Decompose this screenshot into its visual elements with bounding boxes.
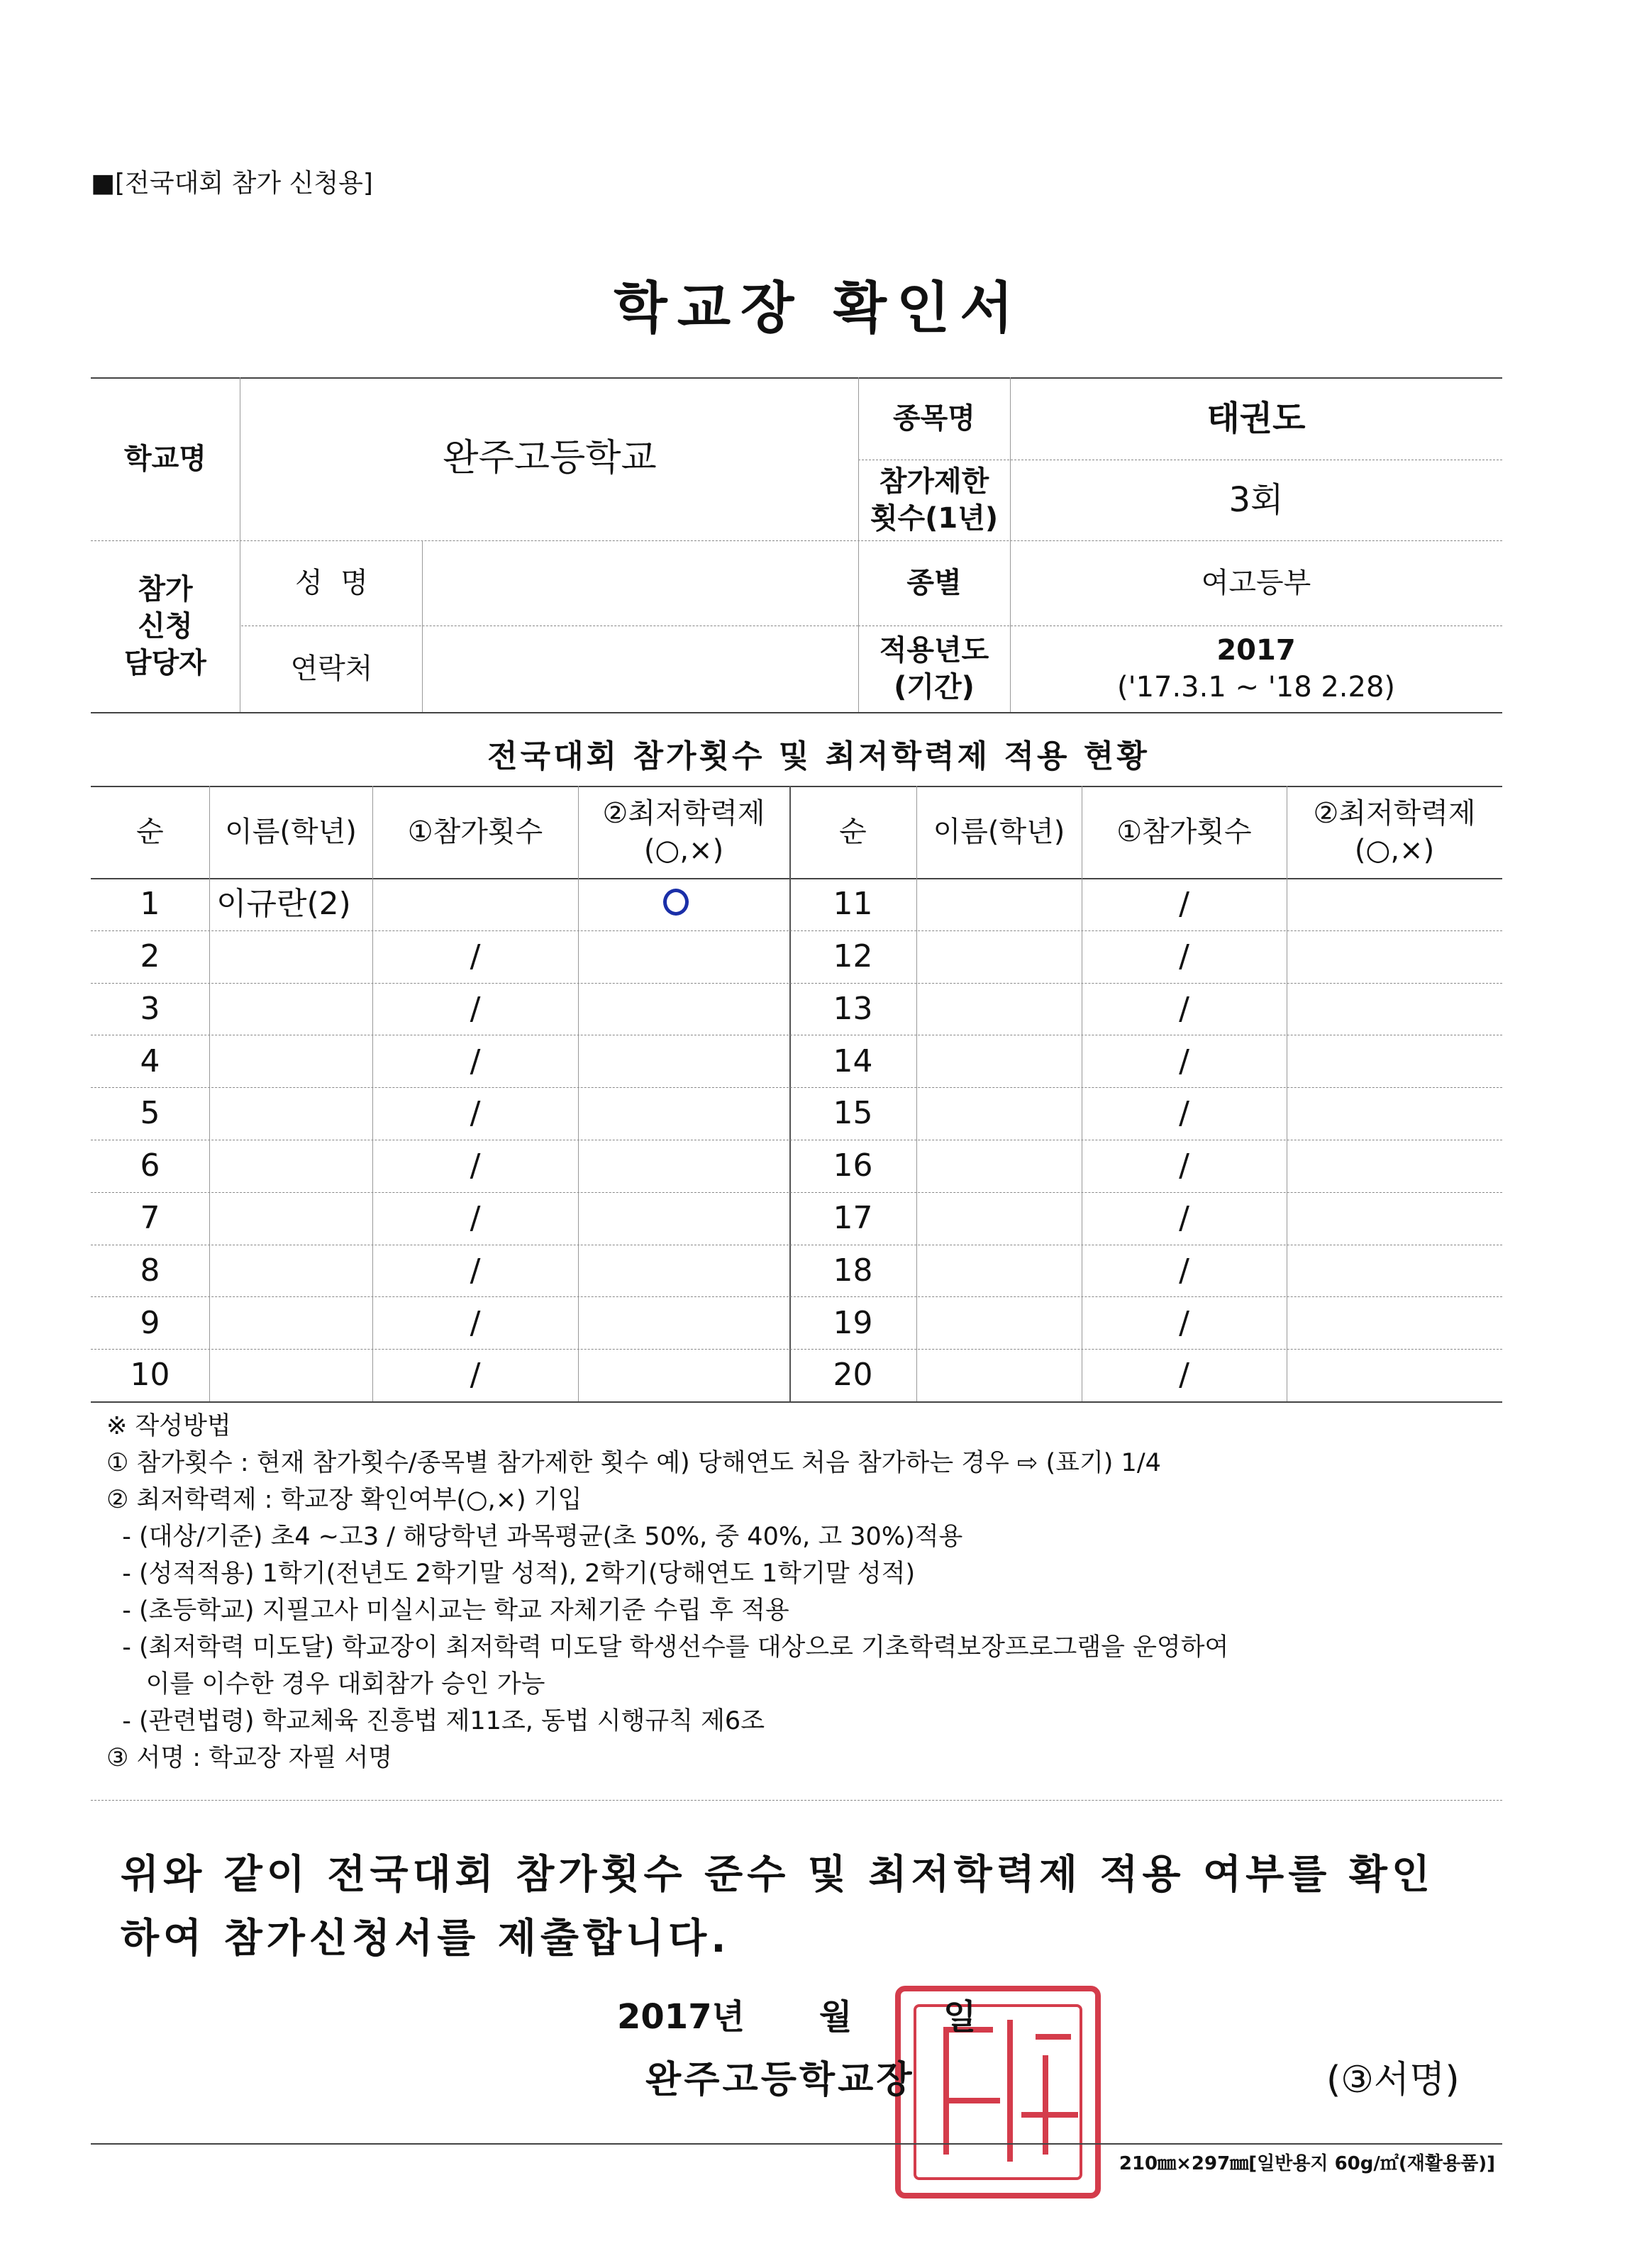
left-row-min[interactable] bbox=[578, 1035, 789, 1087]
right-row-name[interactable] bbox=[916, 1140, 1082, 1192]
instructions bbox=[106, 1408, 1228, 1777]
left-row-count[interactable]: / bbox=[470, 1043, 481, 1079]
contact-label: 연락처 bbox=[290, 652, 373, 685]
right-row-no: 20 bbox=[833, 1357, 873, 1394]
year-value: 2017 bbox=[1216, 634, 1296, 667]
left-row-count[interactable]: / bbox=[470, 938, 481, 975]
left-row-min[interactable] bbox=[578, 1140, 789, 1192]
right-row-min[interactable] bbox=[1287, 1035, 1502, 1087]
header-min-right-line2: (○,×) bbox=[1354, 834, 1435, 867]
note-line: 이를 이수한 경우 대회참가 승인 가능 bbox=[106, 1670, 545, 1699]
limit-label-line2: 횟수(1년) bbox=[870, 502, 999, 535]
left-row-count[interactable]: / bbox=[470, 1095, 481, 1132]
name-value[interactable] bbox=[422, 540, 858, 626]
right-row-name[interactable] bbox=[916, 1035, 1082, 1087]
left-row-name[interactable] bbox=[209, 1349, 372, 1401]
right-row-min[interactable] bbox=[1287, 1087, 1502, 1140]
name-label: 성 명 bbox=[295, 567, 368, 599]
school-seal bbox=[895, 1986, 1101, 2198]
date-year: 2017년 bbox=[617, 1997, 745, 2037]
right-row-name[interactable] bbox=[916, 1192, 1082, 1245]
left-row-min[interactable] bbox=[578, 930, 789, 983]
left-row-no: 6 bbox=[140, 1147, 160, 1184]
left-row-no: 2 bbox=[140, 938, 160, 975]
right-row-count[interactable]: / bbox=[1179, 886, 1189, 923]
note-line: - (대상/기준) 초4 ~고3 / 해당학년 과목평균(초 50%, 중 40%, 고 30%)적용 bbox=[106, 1523, 963, 1551]
applicant-label bbox=[91, 540, 240, 712]
right-row-min[interactable] bbox=[1287, 983, 1502, 1035]
header-no-left: 순 bbox=[136, 816, 164, 848]
note-line: - (최저학력 미도달) 학교장이 최저학력 미도달 학생선수를 대상으로 기초학력보장프로그램을 운영하여 bbox=[106, 1633, 1229, 1662]
left-row-no: 3 bbox=[140, 990, 160, 1027]
right-row-name[interactable] bbox=[916, 930, 1082, 983]
page-title: 학교장 확인서 bbox=[614, 277, 1023, 340]
left-row-count[interactable] bbox=[372, 878, 578, 930]
left-row-name[interactable] bbox=[209, 1245, 372, 1297]
left-row-no: 5 bbox=[140, 1095, 160, 1132]
division-label: 종별 bbox=[906, 567, 962, 599]
year-label bbox=[858, 626, 1010, 712]
left-row-no: 4 bbox=[140, 1043, 160, 1079]
school-value: 완주고등학교 bbox=[443, 437, 657, 480]
header-name-left: 이름(학년) bbox=[225, 816, 357, 848]
left-row-name[interactable] bbox=[209, 983, 372, 1035]
right-row-count[interactable]: / bbox=[1179, 1200, 1189, 1237]
category-label: ■[전국대회 참가 신청용] bbox=[91, 169, 373, 198]
year-label-line2: (기간) bbox=[894, 671, 975, 704]
note-line: - (성적적용) 1학기(전년도 2학기말 성적), 2학기(당해연도 1학기말 성적) bbox=[106, 1560, 916, 1588]
right-row-min[interactable] bbox=[1287, 1245, 1502, 1297]
right-row-name[interactable] bbox=[916, 1087, 1082, 1140]
left-row-no: 10 bbox=[130, 1357, 170, 1394]
right-row-min[interactable] bbox=[1287, 1349, 1502, 1401]
paper-spec-note: 210㎜×297㎜[일반용지 60g/㎡(재활용품)] bbox=[1119, 2153, 1495, 2174]
pass-circle-mark bbox=[663, 889, 689, 916]
left-row-count[interactable]: / bbox=[470, 990, 481, 1027]
applicant-label-line2: 신청 bbox=[138, 610, 193, 643]
year-label-line1: 적용년도 bbox=[879, 634, 989, 667]
period-value: ('17.3.1 ~ '18 2.28) bbox=[1116, 671, 1396, 704]
left-row-name[interactable] bbox=[209, 1192, 372, 1245]
left-row-min[interactable] bbox=[578, 1349, 789, 1401]
right-row-no: 19 bbox=[833, 1304, 873, 1341]
left-row-name[interactable]: 이규란(2) bbox=[216, 886, 351, 923]
left-row-no: 9 bbox=[140, 1304, 160, 1341]
left-row-name[interactable] bbox=[209, 1087, 372, 1140]
right-row-count[interactable]: / bbox=[1179, 938, 1189, 975]
right-row-no: 11 bbox=[833, 886, 873, 923]
contact-value[interactable] bbox=[422, 626, 858, 712]
header-min-left-line1: ②최저학력제 bbox=[602, 797, 765, 830]
note-line: - (초등학교) 지필고사 미실시교는 학교 자체기준 수립 후 적용 bbox=[106, 1596, 789, 1625]
right-row-count[interactable]: / bbox=[1179, 1043, 1189, 1079]
left-row-min[interactable] bbox=[578, 1245, 789, 1297]
date-month: 월 bbox=[819, 1997, 853, 2037]
left-row-min[interactable] bbox=[578, 1192, 789, 1245]
left-row-name[interactable] bbox=[209, 1140, 372, 1192]
note-line: ① 참가횟수 : 현재 참가횟수/종목별 참가제한 횟수 예) 당해연도 처음 참가하는 경우 ⇨ (표기) 1/4 bbox=[106, 1449, 1161, 1477]
principal-name: 완주고등학교장 bbox=[645, 2059, 915, 2101]
right-row-min[interactable] bbox=[1287, 1192, 1502, 1245]
event-value: 태권도 bbox=[1206, 398, 1306, 438]
left-row-name[interactable] bbox=[209, 930, 372, 983]
limit-label bbox=[858, 460, 1010, 540]
right-row-count[interactable]: / bbox=[1179, 1357, 1189, 1394]
header-min-right bbox=[1287, 786, 1502, 878]
header-name-right: 이름(학년) bbox=[933, 816, 1065, 848]
note-line: - (관련법령) 학교체육 진흥법 제11조, 동법 시행규칙 제6조 bbox=[106, 1707, 765, 1735]
left-row-name[interactable] bbox=[209, 1296, 372, 1349]
right-row-no: 14 bbox=[833, 1043, 873, 1079]
left-row-count[interactable]: / bbox=[470, 1304, 481, 1341]
right-row-no: 12 bbox=[833, 938, 873, 975]
year-value-cell bbox=[1010, 626, 1502, 712]
right-row-min[interactable] bbox=[1287, 930, 1502, 983]
school-label: 학교명 bbox=[124, 443, 206, 475]
left-row-min[interactable] bbox=[578, 1087, 789, 1140]
right-row-name[interactable] bbox=[916, 1245, 1082, 1297]
right-row-name[interactable] bbox=[916, 878, 1082, 930]
left-row-no: 1 bbox=[140, 886, 160, 923]
right-row-no: 13 bbox=[833, 990, 873, 1027]
left-row-min[interactable] bbox=[578, 983, 789, 1035]
division-value: 여고등부 bbox=[1201, 567, 1311, 599]
header-count-left: ①참가횟수 bbox=[407, 816, 543, 848]
left-row-name[interactable] bbox=[209, 1035, 372, 1087]
signature-label: (③서명) bbox=[1326, 2059, 1460, 2101]
left-row-min[interactable] bbox=[578, 1296, 789, 1349]
right-row-count[interactable]: / bbox=[1179, 1304, 1189, 1341]
header-min-left-line2: (○,×) bbox=[643, 834, 724, 867]
date-day: 일 bbox=[943, 1997, 977, 2037]
right-row-min[interactable] bbox=[1287, 1296, 1502, 1349]
event-label: 종목명 bbox=[893, 402, 975, 435]
left-row-count[interactable]: / bbox=[470, 1357, 481, 1394]
right-row-count[interactable]: / bbox=[1179, 1147, 1189, 1184]
left-row-count[interactable]: / bbox=[470, 1147, 481, 1184]
right-row-min[interactable] bbox=[1287, 878, 1502, 930]
right-row-name[interactable] bbox=[916, 1296, 1082, 1349]
header-min-left bbox=[578, 786, 789, 878]
applicant-label-line1: 참가 bbox=[138, 573, 193, 606]
left-row-no: 8 bbox=[140, 1252, 160, 1289]
limit-label-line1: 참가제한 bbox=[879, 465, 989, 498]
status-title: 전국대회 참가횟수 및 최저학력제 적용 현황 bbox=[487, 738, 1150, 774]
right-row-name[interactable] bbox=[916, 983, 1082, 1035]
right-row-no: 18 bbox=[833, 1252, 873, 1289]
note-line: ③ 서명 : 학교장 자필 서명 bbox=[106, 1744, 393, 1772]
header-min-right-line1: ②최저학력제 bbox=[1313, 797, 1476, 830]
right-row-count[interactable]: / bbox=[1179, 990, 1189, 1027]
left-row-no: 7 bbox=[140, 1200, 160, 1237]
confirm-line-2: 하여 참가신청서를 제출합니다. bbox=[121, 1916, 731, 1962]
right-row-no: 16 bbox=[833, 1147, 873, 1184]
right-row-no: 15 bbox=[833, 1095, 873, 1132]
note-line: ② 최저학력제 : 학교장 확인여부(○,×) 기입 bbox=[106, 1486, 582, 1514]
limit-value: 3회 bbox=[1228, 479, 1284, 520]
confirm-line-1: 위와 같이 전국대회 참가횟수 준수 및 최저학력제 적용 여부를 확인 bbox=[121, 1852, 1435, 1898]
applicant-label-line3: 담당자 bbox=[124, 647, 206, 679]
left-row-count[interactable]: / bbox=[470, 1252, 481, 1289]
note-line: ※ 작성방법 bbox=[106, 1412, 231, 1440]
left-row-count[interactable]: / bbox=[470, 1200, 481, 1237]
right-row-name[interactable] bbox=[916, 1349, 1082, 1401]
header-count-right: ①참가횟수 bbox=[1116, 816, 1252, 848]
right-row-min[interactable] bbox=[1287, 1140, 1502, 1192]
right-row-count[interactable]: / bbox=[1179, 1095, 1189, 1132]
header-no-right: 순 bbox=[839, 816, 867, 848]
right-row-count[interactable]: / bbox=[1179, 1252, 1189, 1289]
right-row-no: 17 bbox=[833, 1200, 873, 1237]
